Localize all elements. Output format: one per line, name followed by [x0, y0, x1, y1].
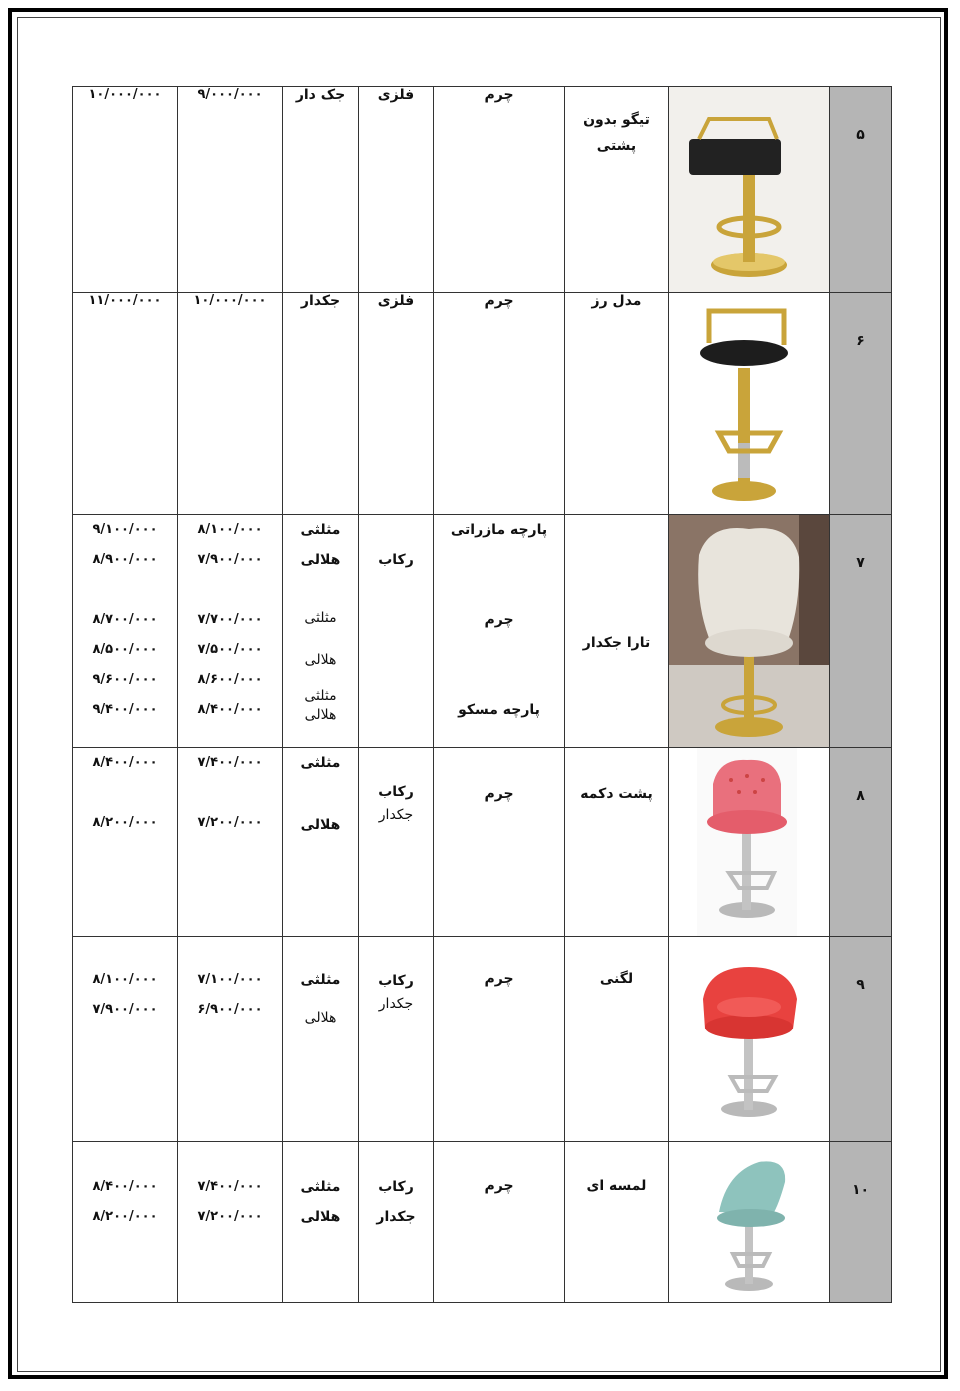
mechanism: هلالی [304, 652, 337, 668]
price-table [72, 86, 892, 1303]
price2: ۸/۱۰۰/۰۰۰ [92, 972, 158, 987]
material: چرم [484, 786, 514, 802]
price1: ۷/۹۰۰/۰۰۰ [197, 552, 263, 567]
base: رکاب [378, 973, 414, 989]
mechanism: مثلثی [300, 1179, 341, 1195]
price2: ۸/۲۰۰/۰۰۰ [92, 1209, 158, 1224]
table-row [73, 1142, 892, 1303]
mechanism: مثلثی [300, 522, 341, 538]
mechanism: هلالی [304, 1010, 337, 1026]
material: چرم [484, 1178, 514, 1194]
material: چرم [484, 612, 514, 628]
row-number: ۸ [856, 788, 865, 804]
stool-tigo-icon [669, 87, 829, 292]
price2: ۷/۹۰۰/۰۰۰ [92, 1002, 158, 1017]
price1: ۸/۱۰۰/۰۰۰ [197, 522, 263, 537]
price1: ۷/۷۰۰/۰۰۰ [197, 612, 263, 627]
mechanism: جک دار [295, 87, 346, 103]
product-name: پشت دکمه [580, 786, 653, 802]
mechanism: مثلثی [300, 972, 341, 988]
product-image [669, 293, 830, 515]
price2: ۱۱/۰۰۰/۰۰۰ [88, 293, 162, 308]
price2: ۸/۹۰۰/۰۰۰ [92, 552, 158, 567]
table-row [73, 87, 892, 293]
table-row [73, 293, 892, 515]
row-number: ۶ [856, 333, 865, 349]
price2: ۸/۷۰۰/۰۰۰ [92, 612, 158, 627]
price2: ۹/۱۰۰/۰۰۰ [92, 522, 158, 537]
mechanism: جکدار [300, 293, 341, 309]
material: چرم [484, 87, 514, 103]
base: فلزی [377, 293, 415, 309]
material: چرم [484, 293, 514, 309]
price1: ۶/۹۰۰/۰۰۰ [197, 1002, 263, 1017]
product-name: تارا جکدار [582, 635, 651, 651]
price1: ۸/۴۰۰/۰۰۰ [197, 702, 263, 717]
mechanism: مثلثی [304, 610, 337, 626]
price1: ۱۰/۰۰۰/۰۰۰ [193, 293, 267, 308]
row-number: ۷ [856, 555, 865, 571]
price2: ۹/۶۰۰/۰۰۰ [92, 672, 158, 687]
product-name: لگنی [599, 971, 634, 987]
mechanism: هلالی [300, 552, 341, 568]
price2: ۱۰/۰۰۰/۰۰۰ [88, 87, 162, 102]
row-number: ۵ [856, 127, 865, 143]
price1: ۷/۴۰۰/۰۰۰ [197, 1179, 263, 1194]
mechanism: مثلثی [304, 688, 337, 704]
mechanism: هلالی [300, 817, 341, 833]
chair-bucket-icon [669, 937, 829, 1141]
price1: ۷/۵۰۰/۰۰۰ [197, 642, 263, 657]
price1: ۹/۰۰۰/۰۰۰ [197, 87, 263, 102]
chair-button-back-icon [669, 748, 829, 936]
price2: ۸/۵۰۰/۰۰۰ [92, 642, 158, 657]
material: پارچه مسکو [458, 702, 540, 718]
material: پارچه مازراتی [450, 522, 548, 538]
product-image [669, 937, 830, 1142]
table-row [73, 515, 892, 748]
mechanism: هلالی [300, 1209, 341, 1225]
product-name: مدل رز [591, 293, 642, 309]
product-image [669, 515, 830, 748]
chair-lamse-icon [669, 1142, 829, 1302]
mechanism: هلالی [304, 707, 337, 723]
material: چرم [484, 971, 514, 987]
price2: ۸/۴۰۰/۰۰۰ [92, 1179, 158, 1194]
price2: ۸/۲۰۰/۰۰۰ [92, 815, 158, 830]
base: جکدار [378, 807, 414, 823]
product-image [669, 1142, 830, 1303]
price2: ۹/۴۰۰/۰۰۰ [92, 702, 158, 717]
base: جکدار [378, 996, 414, 1012]
mechanism: مثلثی [300, 755, 341, 771]
chair-tara-icon [669, 515, 829, 747]
price1: ۷/۱۰۰/۰۰۰ [197, 972, 263, 987]
price1: ۷/۲۰۰/۰۰۰ [197, 815, 263, 830]
base: جکدار [376, 1209, 416, 1225]
price1: ۸/۶۰۰/۰۰۰ [197, 672, 263, 687]
table-row [73, 748, 892, 937]
stool-rose-icon [669, 293, 829, 514]
base: رکاب [378, 1179, 414, 1195]
product-image [669, 87, 830, 293]
base: رکاب [378, 552, 414, 568]
product-image [669, 748, 830, 937]
product-name: تیگو بدون پشتی [583, 112, 650, 154]
price1: ۷/۲۰۰/۰۰۰ [197, 1209, 263, 1224]
price2: ۸/۴۰۰/۰۰۰ [92, 755, 158, 770]
base: رکاب [378, 784, 414, 800]
table-row [73, 937, 892, 1142]
row-number: ۱۰ [851, 1182, 870, 1198]
base: فلزی [377, 87, 415, 103]
product-name: لمسه ای [586, 1178, 647, 1194]
row-number: ۹ [856, 977, 865, 993]
price1: ۷/۴۰۰/۰۰۰ [197, 755, 263, 770]
